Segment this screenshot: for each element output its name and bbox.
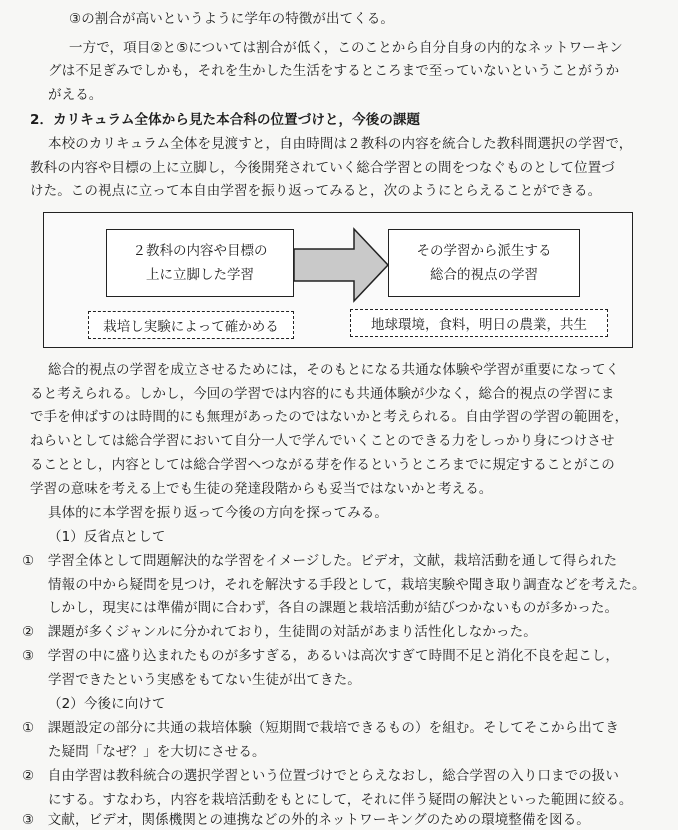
text-line: 一方で，項目②と⑤については割合が低く，このことから自分自身の内的なネットワーキン <box>69 40 623 56</box>
subheading: （2）今後に向けて <box>48 696 166 712</box>
text-line: た疑問「なぜ？」を大切にさせる。 <box>48 744 266 760</box>
list-item: ③ 学習の中に盛り込まれたものが多すぎる，あるいは高次すぎて時間不足と消化不良を起こし， <box>22 648 620 664</box>
text-line: がえる。 <box>48 87 103 103</box>
text-line: ③の割合が高いというように学年の特徴が出てくる。 <box>69 11 395 27</box>
list-item: ① 学習全体として問題解決的な学習をイメージした。ビデオ，文献，栽培活動を通して得られた <box>22 553 618 569</box>
experiment-note-box: 栽培し実験によって確かめる <box>88 311 294 339</box>
diagram-figure <box>43 212 633 348</box>
box-line: その学習から派生する <box>416 243 552 259</box>
text-line: にする。すなわち，内容を栽培活動をもとにして，それに伴う疑問の解決といった範囲に絞る。 <box>48 792 633 808</box>
arrow-right-icon <box>292 223 392 307</box>
theme-note-box: 地球環境，食料，明日の農業，共生 <box>350 309 608 337</box>
box-line: 上に立脚した学習 <box>146 267 254 283</box>
subheading: （1）反省点として <box>48 529 166 545</box>
text-line: けた。この視点に立って本自由学習を振り返ってみると，次のようにとらえることができる。 <box>30 183 602 199</box>
section-heading: 2．カリキュラム全体から見た本合科の位置づけと，今後の課題 <box>30 112 421 128</box>
box-line: 総合的視点の学習 <box>430 267 538 283</box>
text-line: 学習の意味を考える上でも生徒の発達段階からも妥当ではないかと考える。 <box>30 481 493 497</box>
box-line: ２教科の内容や目標の <box>132 243 268 259</box>
integrated-learning-box <box>388 229 580 297</box>
list-item: ③ 文献，ビデオ，関係機関との連携などの外的ネットワーキングのための環境整備を図る。 <box>22 812 590 828</box>
list-item: ② 自由学習は教科統合の選択学習という位置づけでとらえなおし，総合学習の入り口までの扱い <box>22 768 620 784</box>
text-line: ると考えられる。しかし，今回の学習では内容的にも共通体験が少なく，総合的視点の学習にま <box>30 386 615 402</box>
subject-learning-box <box>106 229 294 297</box>
list-item: ② 課題が多くジャンルに分かれており，生徒間の対話があまり活性化しなかった。 <box>22 624 537 640</box>
text-line: で手を伸ばすのは時間的にも無理があったのではないかと考えられる。自由学習の学習の範囲を， <box>30 409 629 425</box>
text-line: 総合的視点の学習を成立させるためには，そのもとになる共通な体験や学習が重要になってく <box>48 362 620 378</box>
text-line: 教科の内容や目標の上に立脚し，今後開発されていく総合学習との間をつなぐものとして位置づ <box>30 160 615 176</box>
text-line: 学習できたという実感をもてない生徒が出てきた。 <box>48 672 361 688</box>
text-line: しかし，現実には準備が間に合わず，各自の課題と栽培活動が結びつかないものが多かった。 <box>48 600 619 616</box>
text-line: ねらいとしては総合学習において自分一人で学んでいくことのできる力をしっかり身につけさせ <box>30 433 615 449</box>
text-line: 情報の中から疑問を見つけ，それを解決する手段として，栽培実験や聞き取り調査などを考えた。 <box>48 577 646 593</box>
text-line: 具体的に本学習を振り返って今後の方向を探ってみる。 <box>48 505 388 521</box>
text-line: ることとし，内容としては総合学習へつながる芽を作るというところまでに規定することがこの <box>30 457 615 473</box>
list-item: ① 課題設定の部分に共通の栽培体験（短期間で栽培できるもの）を組む。そしてそこから出てき <box>22 720 620 736</box>
text-line: 本校のカリキュラム全体を見渡すと，自由時間は２教科の内容を統合した教科間選択の学習で， <box>48 136 633 152</box>
text-line: グは不足ぎみでしかも，それを生かした生活をするところまで至っていないということがうか <box>48 63 620 79</box>
